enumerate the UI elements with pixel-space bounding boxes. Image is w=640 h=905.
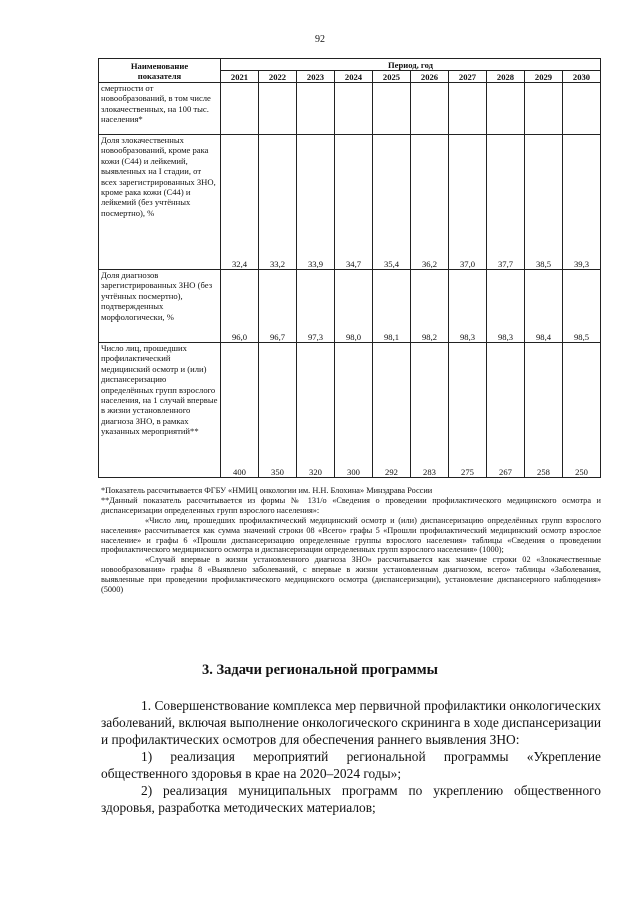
value-cell: 250 [563, 343, 601, 478]
value-cell: 98,3 [449, 270, 487, 343]
value-cell [221, 83, 259, 135]
footnote-3: «Число лиц, прошедших профилактический медицинский осмотр и (или) диспансеризацию определённых групп взрослого населения» рассчитывается как сумма значений строки 08 «Всего» графы 5 «Прошли профилактический медицинский осмотр взрослое население» и графы 6 «Прошли диспансеризацию определенные группы взрослого населения» таблицы «Сведения о проведении профилактического медицинского осмотра и диспансеризации определенных групп взрослого населения» (1000); [101, 515, 601, 555]
indicator-label: смертности от новообразований, в том числе злокачественных, на 100 тыс. населения* [99, 83, 221, 135]
value-cell [411, 83, 449, 135]
year-header: 2021 [221, 71, 259, 83]
indicator-label: Доля диагнозов зарегистрированных ЗНО (без учтённых посмертно), подтвержденных морфологически, % [99, 270, 221, 343]
section-body [101, 697, 601, 816]
year-header: 2028 [487, 71, 525, 83]
value-cell: 38,5 [525, 135, 563, 270]
value-cell: 300 [335, 343, 373, 478]
year-header: 2022 [259, 71, 297, 83]
period-header-cell: Период, год [221, 59, 601, 71]
indicator-label: Число лиц, прошедших профилактический медицинский осмотр и (или) диспансеризацию определённых групп взрослого населения, на 1 случай впервые в жизни установленного диагноза ЗНО, в рамках указанных мероприятий** [99, 343, 221, 478]
value-cell: 35,4 [373, 135, 411, 270]
value-cell: 97,3 [297, 270, 335, 343]
value-cell: 32,4 [221, 135, 259, 270]
year-header: 2027 [449, 71, 487, 83]
footnote-4: «Случай впервые в жизни установленного диагноза ЗНО» рассчитывается как значение строки 02 «Злокачественные новообразования» графы 8 «Выявлено заболеваний, с впервые в жизни установленным диагнозом, всего» таблицы «Заболевания, выявленные при проведении профилактического медицинского осмотра (диспансеризации), установление диспансерного наблюдения» (5000) [101, 555, 601, 595]
section-title: 3. Задачи региональной программы [201, 662, 438, 678]
value-cell [297, 83, 335, 135]
footnote-1: *Показатель рассчитывается ФГБУ «НМИЦ онкологии им. Н.Н. Блохина» Минздрава России [101, 486, 433, 495]
value-cell [373, 83, 411, 135]
indicator-header-line2: показателя [137, 70, 182, 81]
value-cell: 96,7 [259, 270, 297, 343]
value-cell: 34,7 [335, 135, 373, 270]
value-cell: 98,5 [563, 270, 601, 343]
table-row [99, 83, 601, 135]
indicator-label: Доля злокачественных новообразований, кроме рака кожи (С44) и лейкемий, выявленных на I стадии, от всех зарегистрированных ЗНО, кроме рака кожи (С44) и лейкемий (без учтённых посмертно), % [99, 135, 221, 270]
value-cell [487, 83, 525, 135]
value-cell: 292 [373, 343, 411, 478]
value-cell: 96,0 [221, 270, 259, 343]
table-row [99, 270, 601, 343]
year-header: 2025 [373, 71, 411, 83]
year-header: 2029 [525, 71, 563, 83]
value-cell: 37,0 [449, 135, 487, 270]
value-cell [335, 83, 373, 135]
value-cell: 33,2 [259, 135, 297, 270]
value-cell: 350 [259, 343, 297, 478]
year-header: 2024 [335, 71, 373, 83]
value-cell: 283 [411, 343, 449, 478]
year-header: 2030 [563, 71, 601, 83]
value-cell: 98,1 [373, 270, 411, 343]
value-cell [563, 83, 601, 135]
page-number: 92 [315, 34, 325, 45]
table-footnotes [101, 486, 601, 595]
value-cell [449, 83, 487, 135]
value-cell: 400 [221, 343, 259, 478]
value-cell: 275 [449, 343, 487, 478]
value-cell: 98,3 [487, 270, 525, 343]
indicator-header-cell [99, 59, 221, 83]
value-cell: 258 [525, 343, 563, 478]
value-cell: 267 [487, 343, 525, 478]
value-cell: 37,7 [487, 135, 525, 270]
paragraph: 2) реализация муниципальных программ по укреплению общественного здоровья, разработка методических материалов; [101, 783, 601, 815]
indicator-header-line1: Наименование [130, 60, 189, 71]
value-cell: 36,2 [411, 135, 449, 270]
value-cell [525, 83, 563, 135]
paragraph: 1) реализация мероприятий региональной программы «Укрепление общественного здоровья в крае на 2020–2024 годы»; [101, 749, 601, 781]
paragraph: 1. Совершенствование комплекса мер первичной профилактики онкологических заболеваний, включая выполнение онкологического скрининга в ходе диспансеризации и профилактических осмотров для обеспечения раннего выявления ЗНО: [101, 698, 601, 747]
value-cell: 98,4 [525, 270, 563, 343]
value-cell [259, 83, 297, 135]
year-header: 2023 [297, 71, 335, 83]
value-cell: 98,2 [411, 270, 449, 343]
indicators-table [98, 58, 601, 478]
value-cell: 39,3 [563, 135, 601, 270]
table-row [99, 343, 601, 478]
footnote-2: **Данный показатель рассчитывается из формы № 131/о «Сведения о проведении профилактического медицинского осмотра и диспансеризации определенных групп взрослого населения»: [101, 495, 601, 515]
value-cell: 33,9 [297, 135, 335, 270]
table-row [99, 135, 601, 270]
table-header-row [99, 59, 601, 71]
value-cell: 98,0 [335, 270, 373, 343]
year-header: 2026 [411, 71, 449, 83]
value-cell: 320 [297, 343, 335, 478]
